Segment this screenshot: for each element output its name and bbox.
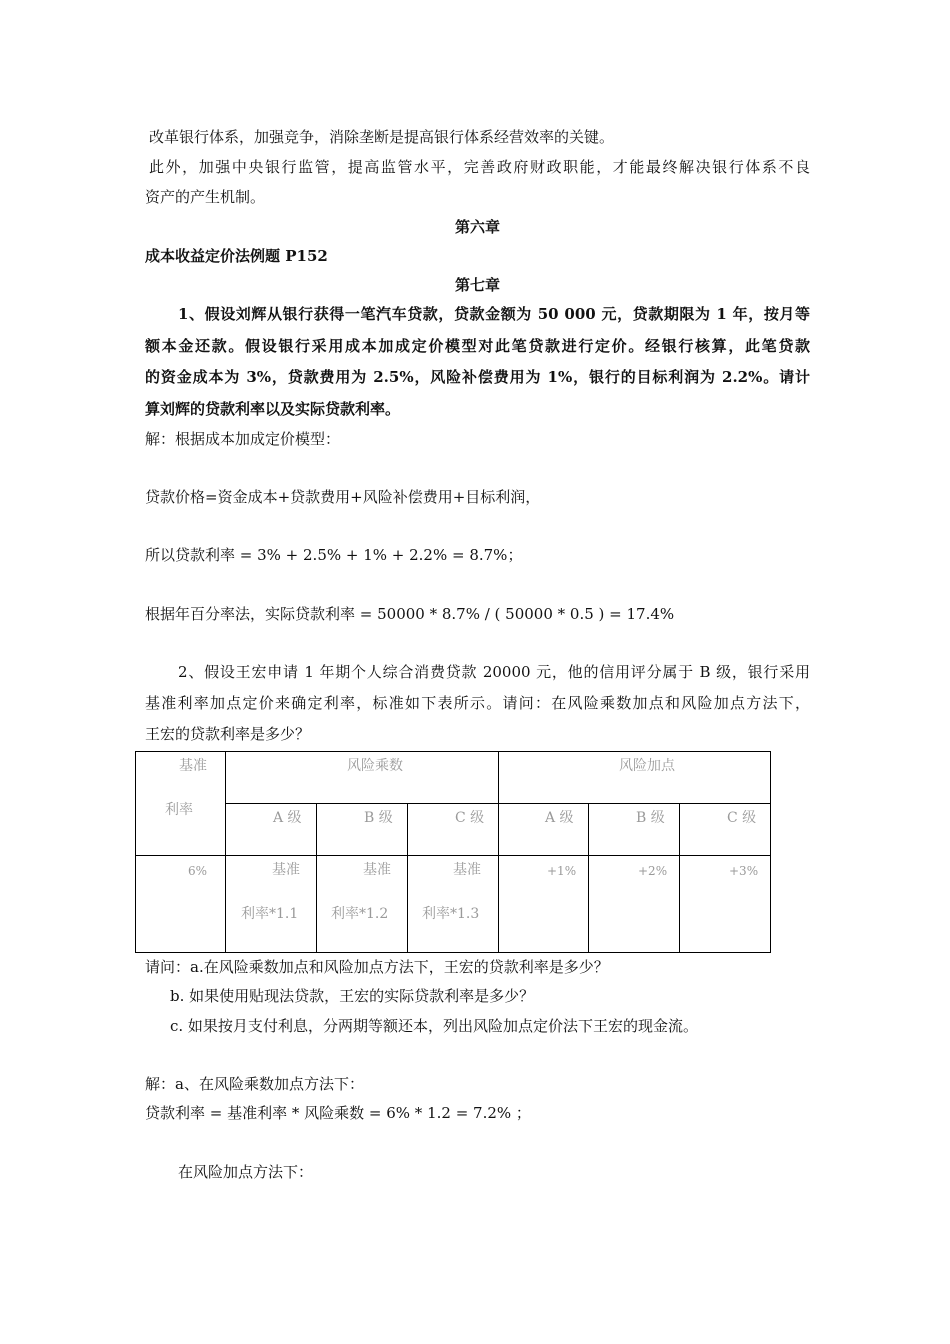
sub-question-a: 请问：a.在风险乘数加点和风险加点方法下，王宏的贷款利率是多少？: [145, 958, 609, 976]
multiplier-a-line1: 基准: [272, 862, 300, 878]
answer-1-intro: 解：根据成本加成定价模型：: [145, 430, 341, 448]
question-2-line2: 基准利率加点定价来确定利率，标准如下表所示。请问：在风险乘数加点和风险加点方法下，: [145, 694, 810, 712]
addon-b-value: +2%: [638, 864, 668, 878]
multiplier-c-line2: 利率*1.3: [422, 906, 480, 922]
paragraph-supervision-line2: 资产的产生机制。: [145, 188, 266, 206]
base-rate-header-line1: 基准: [179, 758, 207, 774]
grade-addon-b: B 级: [636, 810, 665, 826]
question-1-line3: 的资金成本为 3%，贷款费用为 2.5%，风险补偿费用为 1%，银行的目标利润为 2.2%。请计: [145, 368, 810, 386]
base-rate-header-line2: 利率: [165, 802, 193, 818]
answer-1-rate: 所以贷款利率 = 3% + 2.5% + 1% + 2.2% = 8.7%；: [145, 546, 523, 564]
grade-multiplier-b: B 级: [364, 810, 393, 826]
question-1-line4: 算刘辉的贷款利率以及实际贷款利率。: [145, 400, 401, 418]
multiplier-a-line2: 利率*1.1: [241, 906, 299, 922]
multiplier-b-line2: 利率*1.2: [331, 906, 389, 922]
answer-2-rate: 贷款利率 = 基准利率 * 风险乘数 = 6% * 1.2 = 7.2% ；: [145, 1104, 531, 1122]
addon-a-value: +1%: [547, 864, 577, 878]
question-1-line1: 1、假设刘辉从银行获得一笔汽车贷款，贷款金额为 50 000 元，贷款期限为 1 年，按月等: [178, 305, 810, 323]
sub-question-b: b. 如果使用贴现法贷款，王宏的实际贷款利率是多少？: [170, 987, 535, 1005]
multiplier-b-line1: 基准: [363, 862, 391, 878]
chapter-6-title: 第六章: [454, 218, 500, 236]
chapter-6-example: 成本收益定价法例题 P152: [145, 247, 328, 265]
addon-c-value: +3%: [729, 864, 759, 878]
multiplier-c-line1: 基准: [453, 862, 481, 878]
grade-addon-a: A 级: [545, 810, 574, 826]
question-2-line3: 王宏的贷款利率是多少？: [145, 725, 311, 743]
question-2-line1: 2、假设王宏申请 1 年期个人综合消费贷款 20000 元，他的信用评分属于 B 级，银行采用: [178, 663, 810, 681]
rate-table: [135, 751, 771, 953]
risk-addon-header: 风险加点: [619, 758, 675, 774]
answer-1-formula: 贷款价格=资金成本+贷款费用+风险补偿费用+目标利润，: [145, 488, 541, 506]
sub-question-c: c. 如果按月支付利息，分两期等额还本，列出风险加点定价法下王宏的现金流。: [170, 1017, 698, 1035]
question-1-line2: 额本金还款。假设银行采用成本加成定价模型对此笔贷款进行定价。经银行核算，此笔贷款: [145, 337, 810, 355]
answer-2-intro: 解：a、在风险乘数加点方法下：: [145, 1075, 364, 1093]
base-rate-value: 6%: [188, 864, 208, 878]
paragraph-supervision-line1: 此外，加强中央银行监管，提高监管水平，完善政府财政职能，才能最终解决银行体系不良: [149, 158, 810, 176]
answer-1-actual-rate: 根据年百分率法，实际贷款利率 = 50000 * 8.7% / ( 50000 * 0.5 ) = 17.4%: [145, 605, 675, 623]
grade-multiplier-c: C 级: [455, 810, 485, 826]
grade-multiplier-a: A 级: [273, 810, 302, 826]
risk-multiplier-header: 风险乘数: [347, 758, 403, 774]
grade-addon-c: C 级: [727, 810, 757, 826]
chapter-7-title: 第七章: [454, 276, 500, 294]
paragraph-reform: 改革银行体系，加强竞争，消除垄断是提高银行体系经营效率的关键。: [149, 128, 615, 146]
answer-2-addon-method: 在风险加点方法下：: [178, 1163, 314, 1181]
